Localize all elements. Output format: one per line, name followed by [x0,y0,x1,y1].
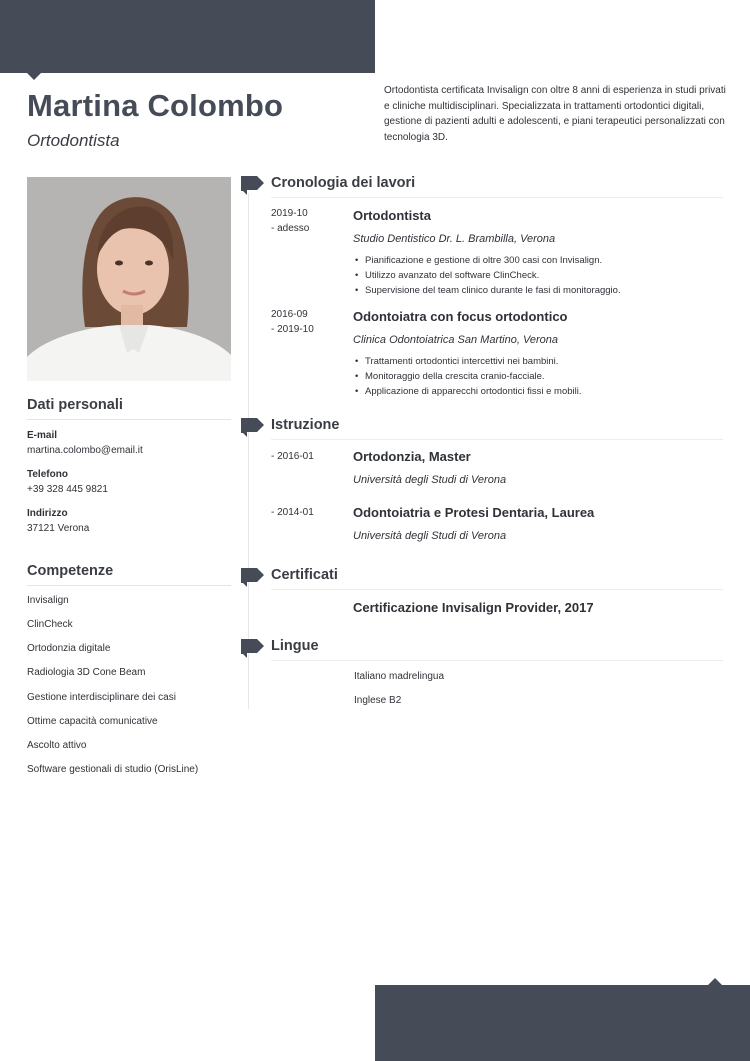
portrait-image [27,177,231,381]
duty-item: • Monitoraggio della crescita cranio-facciale. [353,369,582,384]
date-end: - adesso [271,223,310,234]
candidate-name: Martina Colombo [27,88,284,123]
school-name: Università degli Studi di Verona [353,530,507,542]
phone-label: Telefono [27,469,68,480]
school-name: Università degli Studi di Verona [353,474,507,486]
date-start: 2016-09 [271,309,308,320]
date-start: 2019-10 [271,208,308,219]
languages-heading: Lingue [271,638,723,661]
job-title: Odontoiatra con focus ortodontico [353,309,568,324]
certificates-heading: Certificati [271,567,723,590]
duty-item: • Applicazione di apparecchi ortodontici fissi e mobili. [353,384,582,399]
personal-details-heading: Dati personali [27,397,231,420]
duty-item: • Supervisione del team clinico durante le fasi di monitoraggio. [353,283,621,298]
profile-photo [27,177,231,381]
section-flag-icon [241,176,265,196]
experience-date [271,206,309,236]
experience-heading: Cronologia dei lavori [271,175,723,198]
header-notch-decoration [27,73,41,80]
employer: Clinica Odontoiatrica San Martino, Verona [353,334,559,346]
skill-item: Ottime capacità comunicative [27,716,158,727]
phone-value[interactable]: +39 328 445 9821 [27,484,108,495]
section-flag-icon [241,418,265,438]
language-item: Italiano madrelingua [354,671,445,682]
footer-notch-decoration [708,978,722,985]
duty-item: • Utilizzo avanzato del software ClinCheck. [353,268,621,283]
skill-item: ClinCheck [27,619,73,630]
duty-item: • Trattamenti ortodontici intercettivi nei bambini. [353,354,582,369]
skill-item: Invisalign [27,595,69,606]
skill-item: Ortodonzia digitale [27,643,111,654]
language-item: Inglese B2 [354,695,402,706]
address-label: Indirizzo [27,508,68,519]
skill-item: Radiologia 3D Cone Beam [27,667,146,678]
education-heading: Istruzione [271,417,723,440]
employer: Studio Dentistico Dr. L. Brambilla, Verona [353,233,556,245]
section-flag-icon [241,639,265,659]
profile-summary: Ortodontista certificata Invisalign con oltre 8 anni di esperienza in studi privati e cliniche multidisciplinari. Specializzata in trattamenti ortodontici digitali, gestione di pazienti adulti e adolescenti, e piani terapeutici personalizzati con tecnologia 3D. [384,85,726,143]
timeline-line [248,193,249,709]
duty-item: • Pianificazione e gestione di oltre 300 casi con Invisalign. [353,253,621,268]
address-value: 37121 Verona [27,523,90,534]
section-flag-icon [241,568,265,588]
education-date: - 2014-01 [271,507,314,518]
certificate-item: Certificazione Invisalign Provider, 2017 [353,600,594,615]
candidate-title: Ortodontista [27,131,120,150]
experience-date [271,307,314,337]
footer-band [375,985,750,1061]
email-value[interactable]: martina.colombo@email.it [27,445,143,456]
email-label: E-mail [27,430,58,441]
job-duties [353,253,621,299]
degree-title: Ortodonzia, Master [353,449,471,464]
job-duties [353,354,582,400]
skills-heading: Competenze [27,563,231,586]
skill-item: Gestione interdisciplinare dei casi [27,692,176,703]
degree-title: Odontoiatria e Protesi Dentaria, Laurea [353,505,595,520]
date-end: - 2019-10 [271,324,314,335]
job-title: Ortodontista [353,208,431,223]
header-band [0,0,375,73]
skill-item: Ascolto attivo [27,740,87,751]
education-date: - 2016-01 [271,451,314,462]
skill-item: Software gestionali di studio (OrisLine) [27,764,199,775]
